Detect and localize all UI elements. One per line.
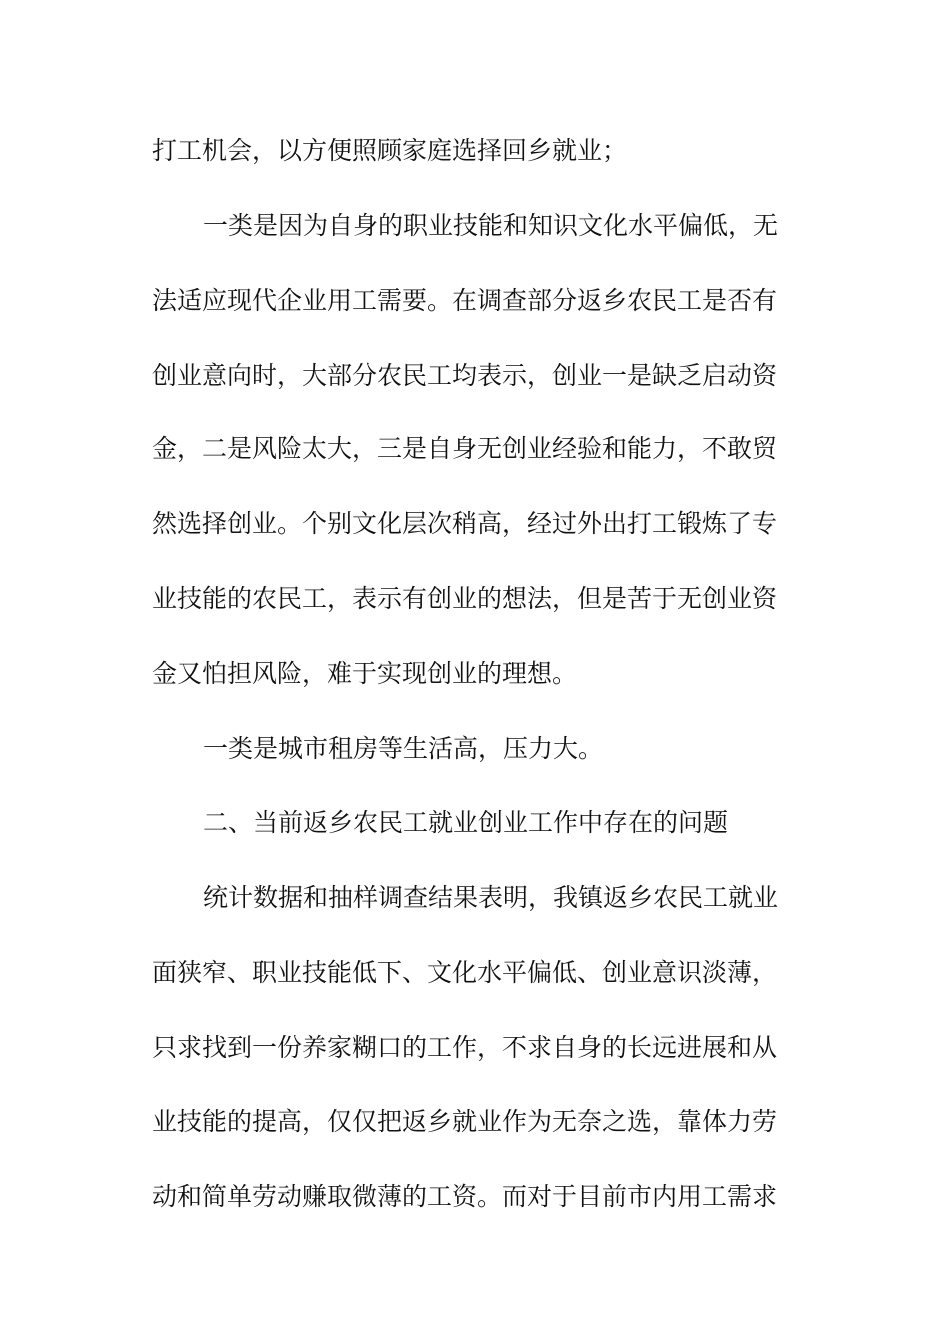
text-line-3: 法适应现代企业用工需要。在调查部分返乡农民工是否有 — [152, 286, 778, 315]
text-line-7: 业技能的农民工，表示有创业的想法，但是苦于无创业资 — [152, 584, 778, 613]
section-heading: 二、当前返乡农民工就业创业工作中存在的问题 — [203, 808, 729, 837]
text-line-1: 打工机会，以方便照顾家庭选择回乡就业； — [152, 136, 628, 165]
text-line-15: 动和简单劳动赚取微薄的工资。而对于目前市内用工需求 — [152, 1182, 778, 1211]
text-line-14: 业技能的提高，仅仅把返乡就业作为无奈之选，靠体力劳 — [152, 1107, 778, 1136]
text-line-11: 统计数据和抽样调查结果表明，我镇返乡农民工就业 — [203, 883, 779, 912]
text-line-8: 金又怕担风险，难于实现创业的理想。 — [152, 659, 578, 688]
text-line-5: 金，二是风险太大，三是自身无创业经验和能力，不敢贸 — [152, 434, 778, 463]
text-line-9: 一类是城市租房等生活高，压力大。 — [203, 734, 604, 763]
text-line-13: 只求找到一份养家糊口的工作，不求自身的长远进展和从 — [152, 1033, 778, 1062]
text-line-12: 面狭窄、职业技能低下、文化水平偏低、创业意识淡薄， — [152, 958, 778, 987]
text-line-2: 一类是因为自身的职业技能和知识文化水平偏低，无 — [203, 211, 779, 240]
text-line-4: 创业意向时，大部分农民工均表示，创业一是缺乏启动资 — [152, 361, 778, 390]
text-line-6: 然选择创业。个别文化层次稍高，经过外出打工锻炼了专 — [152, 509, 778, 538]
